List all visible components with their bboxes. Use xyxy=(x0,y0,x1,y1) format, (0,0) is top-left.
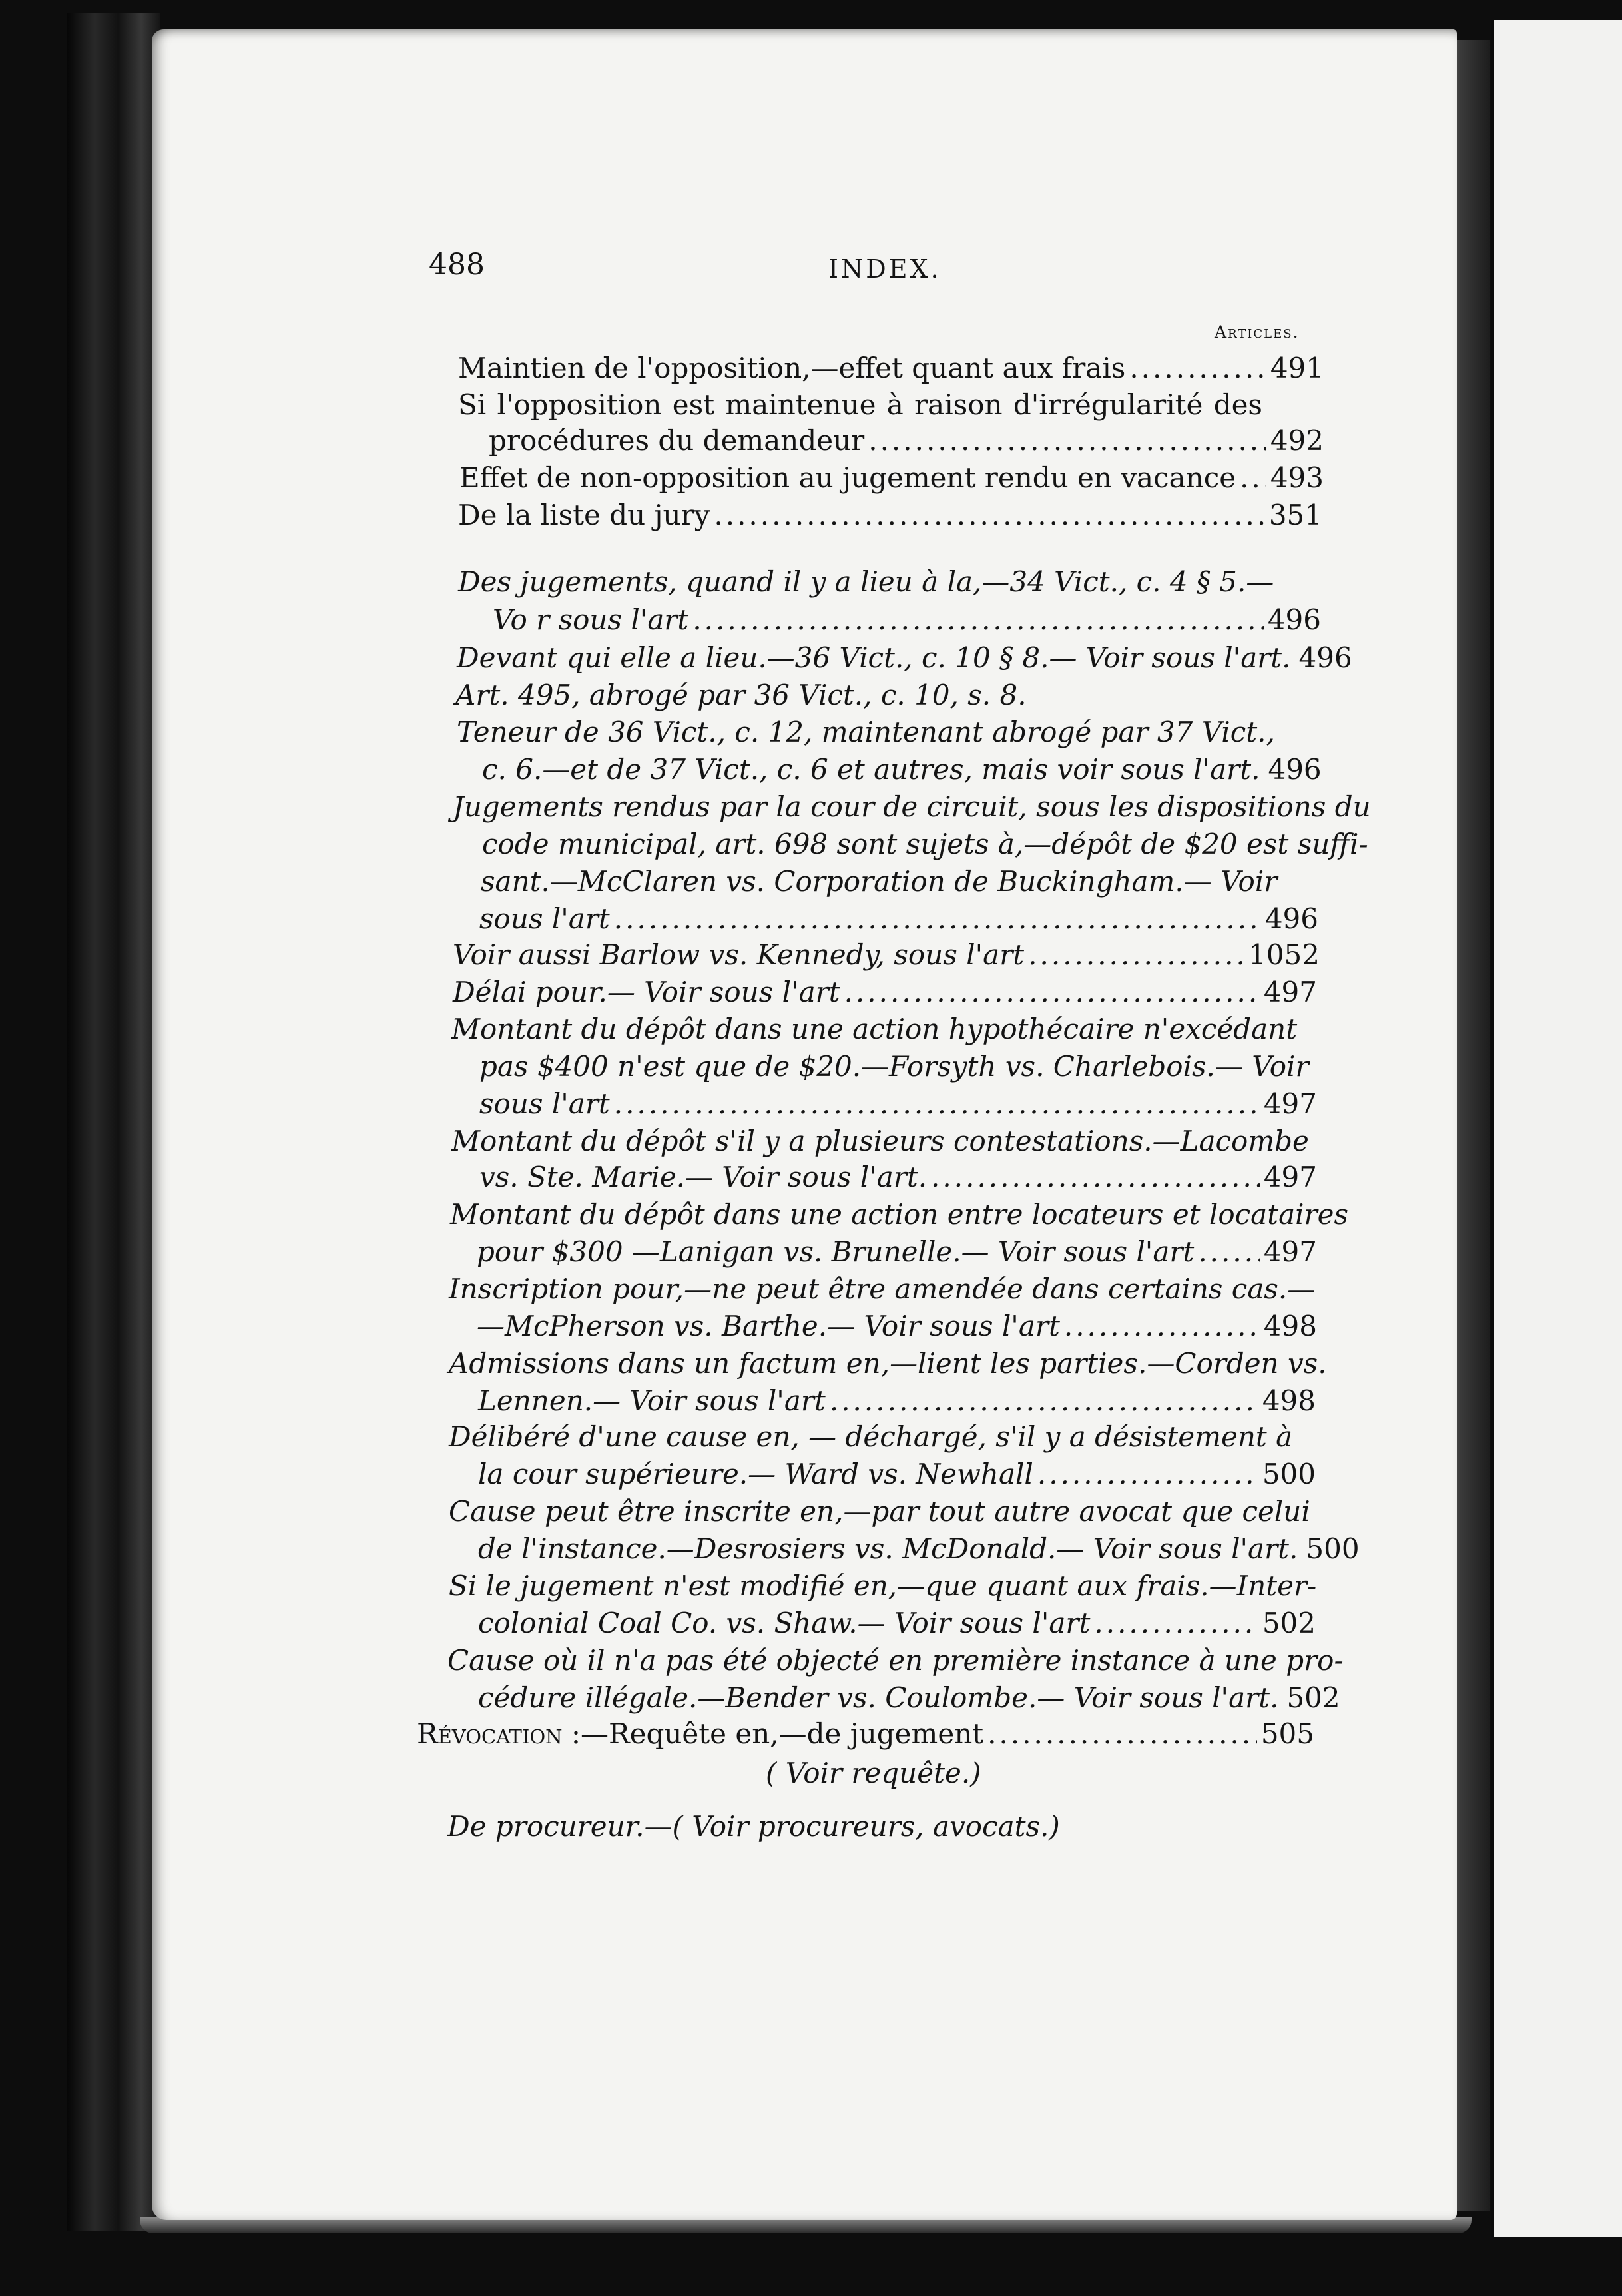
index-line xyxy=(417,1715,1314,1753)
article-number: 492 xyxy=(1270,424,1324,457)
cross-reference: ( Voir requête.) xyxy=(766,1757,981,1789)
dot-leader xyxy=(1028,936,1244,974)
index-line xyxy=(478,1679,1340,1717)
dot-leader xyxy=(1198,1233,1260,1271)
entry-text: Délibéré d'une cause en, — déchargé, s'il y a désistement à xyxy=(449,1420,1293,1453)
entry-text: Montant du dépôt s'il y a plusieurs contestations.—Lacombe xyxy=(451,1125,1309,1157)
entry-text: cédure illégale.—Bender vs. Coulombe.— Voir sous l'art. xyxy=(478,1681,1279,1714)
index-line xyxy=(455,677,1188,714)
index-line xyxy=(479,1085,1317,1123)
article-number: 497 xyxy=(1263,976,1317,1008)
index-line xyxy=(449,1493,1310,1530)
index-line xyxy=(482,826,1368,863)
dot-leader xyxy=(1240,459,1266,497)
entry-text: Si l'opposition est maintenue à raison d'irrégularité des xyxy=(458,388,1262,421)
entry-text: Maintien de l'opposition,—effet quant aux frais xyxy=(458,352,1126,384)
dot-leader xyxy=(931,1159,1260,1196)
index-line xyxy=(479,1159,1317,1196)
entry-text: Vo r sous l'art xyxy=(493,603,689,636)
index-line xyxy=(478,1456,1316,1493)
article-number: 498 xyxy=(1262,1384,1316,1417)
entry-text: Si le jugement n'est modifié en,—que quant aux frais.—Inter- xyxy=(449,1570,1317,1602)
entry-text: De la liste du jury xyxy=(458,499,710,531)
article-number: 500 xyxy=(1306,1532,1360,1565)
index-line xyxy=(458,386,1262,424)
entry-text: Devant qui elle a lieu.—36 Vict., c. 10 § 8.— Voir sous l'art. xyxy=(457,641,1291,674)
index-line xyxy=(481,863,1278,900)
article-number: 505 xyxy=(1260,1717,1314,1750)
article-number: 496 xyxy=(1267,603,1321,636)
index-line xyxy=(449,1271,1316,1308)
entry-text: Effet de non-opposition au jugement rendu en vacance xyxy=(459,461,1236,494)
index-line xyxy=(458,350,1324,387)
entry-text: Cause peut être inscrite en,—par tout autre avocat que celui xyxy=(449,1495,1310,1528)
article-number: 496 xyxy=(1298,641,1352,674)
entry-text: pas $400 n'est que de $20.—Forsyth vs. Charlebois.— Voir xyxy=(479,1050,1309,1083)
index-line xyxy=(449,1345,1327,1382)
index-line xyxy=(478,1530,1360,1568)
article-number: 500 xyxy=(1262,1458,1316,1490)
article-number: 1052 xyxy=(1248,938,1320,971)
entry-text: pour $300 —Lanigan vs. Brunelle.— Voir sous l'art xyxy=(477,1235,1195,1268)
index-line xyxy=(447,1642,1344,1679)
article-number: 351 xyxy=(1268,499,1322,531)
dot-leader xyxy=(714,497,1264,534)
article-number: 498 xyxy=(1263,1310,1317,1342)
index-line xyxy=(477,1233,1317,1271)
page-number: 488 xyxy=(429,248,485,282)
dot-leader xyxy=(868,422,1266,459)
entry-text: —McPherson vs. Barthe.— Voir sous l'art xyxy=(477,1310,1060,1342)
entry-text: Délai pour.— Voir sous l'art xyxy=(453,976,840,1008)
page-title: INDEX. xyxy=(828,254,942,284)
dot-leader xyxy=(830,1382,1258,1420)
article-number: 497 xyxy=(1263,1161,1317,1193)
index-line xyxy=(451,1123,1309,1160)
index-line xyxy=(450,1196,1349,1233)
column-header-articles: Articles. xyxy=(1215,322,1300,342)
article-number: 497 xyxy=(1263,1235,1317,1268)
index-line xyxy=(478,1605,1316,1642)
dot-leader xyxy=(1037,1456,1258,1493)
index-line xyxy=(458,563,1274,601)
dot-leader xyxy=(1064,1308,1260,1345)
dot-leader xyxy=(692,601,1264,639)
article-number: 496 xyxy=(1268,753,1322,786)
entry-text: Teneur de 36 Vict., c. 12, maintenant abrogé par 37 Vict., xyxy=(457,716,1275,748)
entry-text: de l'instance.—Desrosiers vs. McDonald.— Voir sous l'art. xyxy=(478,1532,1298,1565)
entry-text: Art. 495, abrogé par 36 Vict., c. 10, s. 8. xyxy=(455,679,1027,711)
index-line xyxy=(493,601,1321,639)
dot-leader xyxy=(614,900,1261,938)
index-line xyxy=(477,1308,1317,1345)
entry-text: Montant du dépôt dans une action hypothécaire n'excédant xyxy=(451,1013,1298,1045)
dot-leader xyxy=(987,1715,1257,1753)
article-number: 497 xyxy=(1263,1087,1317,1120)
index-line xyxy=(453,936,1320,974)
article-number: 493 xyxy=(1270,461,1324,494)
entry-text: sant.—McClaren vs. Corporation de Buckingham.— Voir xyxy=(481,865,1278,898)
entry-text: la cour supérieure.— Ward vs. Newhall xyxy=(478,1458,1033,1490)
index-line xyxy=(457,714,1275,751)
dot-leader xyxy=(1129,350,1266,387)
entry-text: c. 6.—et de 37 Vict., c. 6 et autres, mais voir sous l'art. xyxy=(482,753,1260,786)
index-line xyxy=(479,1048,1309,1085)
index-line xyxy=(451,1011,1298,1048)
entry-text: Montant du dépôt dans une action entre locateurs et locataires xyxy=(450,1198,1349,1231)
dot-leader xyxy=(844,974,1260,1011)
entry-text: colonial Coal Co. vs. Shaw.— Voir sous l'art xyxy=(478,1607,1091,1639)
entry-text: Des jugements, quand il y a lieu à la,—34 Vict., c. 4 § 5.— xyxy=(458,565,1274,598)
index-line xyxy=(453,788,1371,826)
index-line xyxy=(449,1418,1293,1456)
article-number: 502 xyxy=(1286,1681,1340,1714)
index-line xyxy=(459,459,1324,497)
entry-text: Lennen.— Voir sous l'art xyxy=(478,1384,826,1417)
index-line xyxy=(478,1382,1316,1420)
index-line: De procureur.—( Voir procureurs, avocats.) xyxy=(447,1810,1060,1843)
article-number: 502 xyxy=(1262,1607,1316,1639)
article-number: 491 xyxy=(1270,352,1324,384)
entry-text: —Requête en,—de jugement xyxy=(581,1717,984,1750)
index-line xyxy=(489,422,1324,459)
entry-text: code municipal, art. 698 sont sujets à,—dépôt de $20 est suffi- xyxy=(482,828,1368,860)
article-number: 496 xyxy=(1264,902,1318,935)
dot-leader xyxy=(1094,1605,1258,1642)
entry-text: sous l'art xyxy=(479,1087,610,1120)
index-line xyxy=(453,974,1317,1011)
dot-leader xyxy=(614,1085,1260,1123)
entry-text: Inscription pour,—ne peut être amendée dans certains cas.— xyxy=(449,1273,1316,1305)
entry-text: Admissions dans un factum en,—lient les parties.—Corden vs. xyxy=(449,1347,1327,1380)
entry-text: vs. Ste. Marie.— Voir sous l'art. xyxy=(479,1161,928,1193)
index-line xyxy=(457,639,1352,677)
index-line xyxy=(479,900,1318,938)
entry-text: Voir aussi Barlow vs. Kennedy, sous l'art xyxy=(453,938,1025,971)
index-line xyxy=(482,751,1320,788)
entry-text: Jugements rendus par la cour de circuit, sous les dispositions du xyxy=(453,790,1371,823)
entry-heading-revocation: Révocation : xyxy=(417,1717,581,1750)
index-line xyxy=(458,497,1322,534)
entry-text: procédures du demandeur xyxy=(489,424,865,457)
entry-text: sous l'art xyxy=(479,902,610,935)
index-line xyxy=(449,1568,1317,1605)
entry-text: Cause où il n'a pas été objecté en première instance à une pro- xyxy=(447,1644,1344,1677)
